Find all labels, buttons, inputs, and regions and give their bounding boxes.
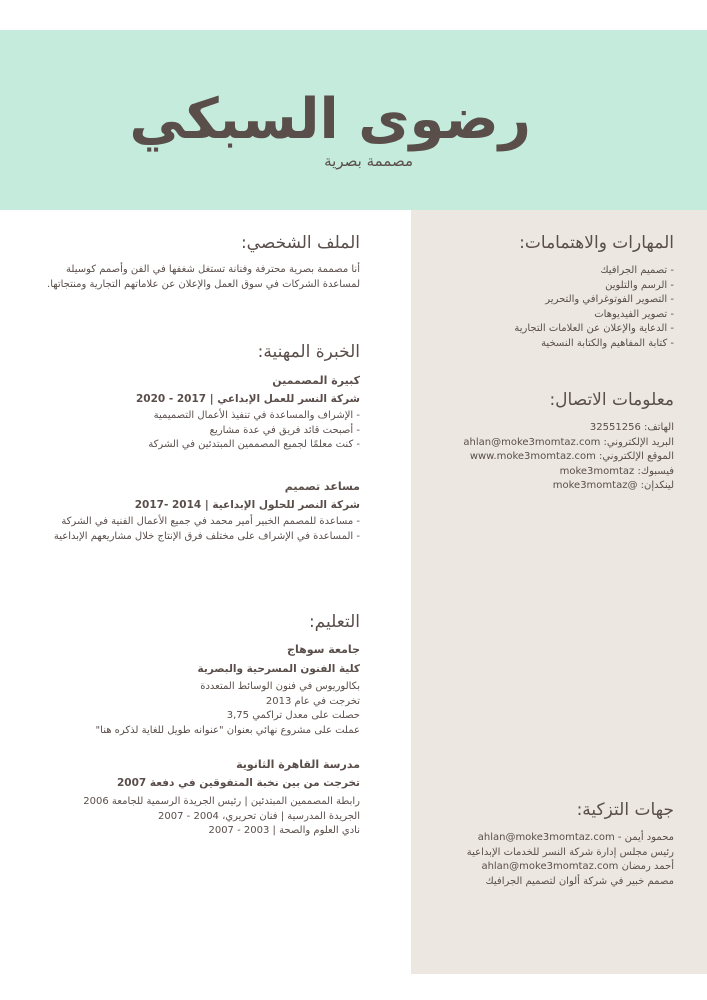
school-name: مدرسة القاهرة الثانوية [236, 758, 360, 771]
reference-line: رئيس مجلس إدارة شركة النسر للخدمات الإبداعية [466, 846, 674, 858]
contact-website: الموقع الإلكتروني: www.moke3momtaz.com [469, 451, 674, 462]
experience-heading: الخبرة المهنية: [257, 342, 360, 362]
job-company: شركة النصر للحلول الإبداعية | 2014 -2017 [134, 498, 360, 511]
job-entry [136, 374, 360, 453]
school-line: رابطة المصممين المبتدئين | رئيس الجريدة الرسمية للجامعة 2006 [83, 796, 360, 807]
skills-list [514, 264, 674, 351]
reference-line: أحمد رمضان ahlan@moke3momtaz.com [481, 861, 674, 872]
contact-linkedin: لينكدإن: @moke3momtaz [552, 480, 674, 491]
contact-info [463, 421, 674, 494]
job-title: مساعد تصميم [284, 480, 360, 493]
university-line: عملت على مشروع نهائي بعنوان "عنوانه طويل للغاية لذكره هنا" [95, 724, 360, 736]
education-heading: التعليم: [308, 612, 360, 632]
school-line: الجريدة المدرسية | فنان تحريري، 2004 - 2007 [158, 810, 360, 822]
list-item: - الرسم والتلوين [605, 279, 674, 291]
contact-email: البريد الإلكتروني: ahlan@moke3momtaz.com [463, 436, 674, 448]
list-item: - مساعدة للمصمم الخبير أمير محمد في جميع الأعمال الفنية في الشركة [61, 516, 360, 527]
list-item: - التصوير الفوتوغرافي والتحرير [545, 294, 674, 305]
contact-heading: معلومات الاتصال: [549, 390, 674, 410]
university-name: جامعة سوهاج [287, 643, 360, 656]
contact-phone: الهاتف: 32551256 [589, 422, 674, 433]
job-company: شركة النسر للعمل الإبداعي | 2017 - 2020 [135, 392, 360, 405]
contact-facebook: فيسبوك: moke3momtaz [559, 465, 674, 477]
list-item: - كتابة المفاهيم والكتابة النسخية [541, 337, 674, 349]
job-duties [136, 409, 360, 453]
list-item: - الإشراف والمساعدة في تنفيذ الأعمال التصميمية [153, 410, 360, 421]
job-title: كبيرة المصممين [272, 374, 360, 387]
school-subtitle: تخرجت من بين نخبة المتفوقين في دفعة 2007 [116, 776, 360, 789]
list-item: - الدعاية والإعلان عن العلامات التجارية [514, 323, 674, 334]
list-item: - تصميم الجرافيك [600, 265, 674, 276]
job-title: مصممة بصرية [324, 152, 413, 170]
references-list [467, 831, 674, 889]
list-item: - كنت معلمًا لجميع المصممين المبتدئين في الشركة [148, 439, 360, 450]
list-item: - المساعدة في الإشراف على مختلف فرق الإنتاج خلال مشاريعهم الإبداعية [53, 530, 360, 542]
list-item: - تصوير الفيديوهات [594, 308, 674, 320]
job-duties [54, 515, 360, 544]
person-name: رضوى السبكي [129, 87, 531, 152]
job-entry [54, 480, 360, 544]
school-line: نادي العلوم والصحة | 2003 - 2007 [208, 825, 360, 836]
school-entry [83, 758, 360, 839]
university-entry [96, 643, 360, 738]
profile-text [47, 263, 360, 292]
reference-line: محمود أيمن - ahlan@moke3momtaz.com [477, 832, 674, 843]
profile-line: لمساعدة الشركات في سوق العمل والإعلان عن علاماتهم التجارية ومنتجاتها. [47, 278, 360, 290]
profile-line: أنا مصممة بصرية محترفة وفنانة تستغل شغفها في الفن وأصمم كوسيلة [66, 264, 360, 275]
references-heading: جهات التزكية: [576, 800, 674, 820]
list-item: - أصبحت قائد فريق في عدة مشاريع [209, 424, 360, 436]
university-line: بكالوريوس في فنون الوسائط المتعددة [200, 681, 360, 692]
skills-heading: المهارات والاهتمامات: [519, 233, 674, 253]
profile-heading: الملف الشخصي: [240, 233, 360, 253]
university-line: حصلت على معدل تراكمي 3,75 [226, 710, 360, 721]
university-line: تخرجت في عام 2013 [265, 695, 360, 707]
reference-line: مصمم خبير في شركة ألوان لتصميم الجرافيك [485, 875, 674, 887]
faculty-name: كلية الفنون المسرحية والبصرية [197, 662, 360, 675]
